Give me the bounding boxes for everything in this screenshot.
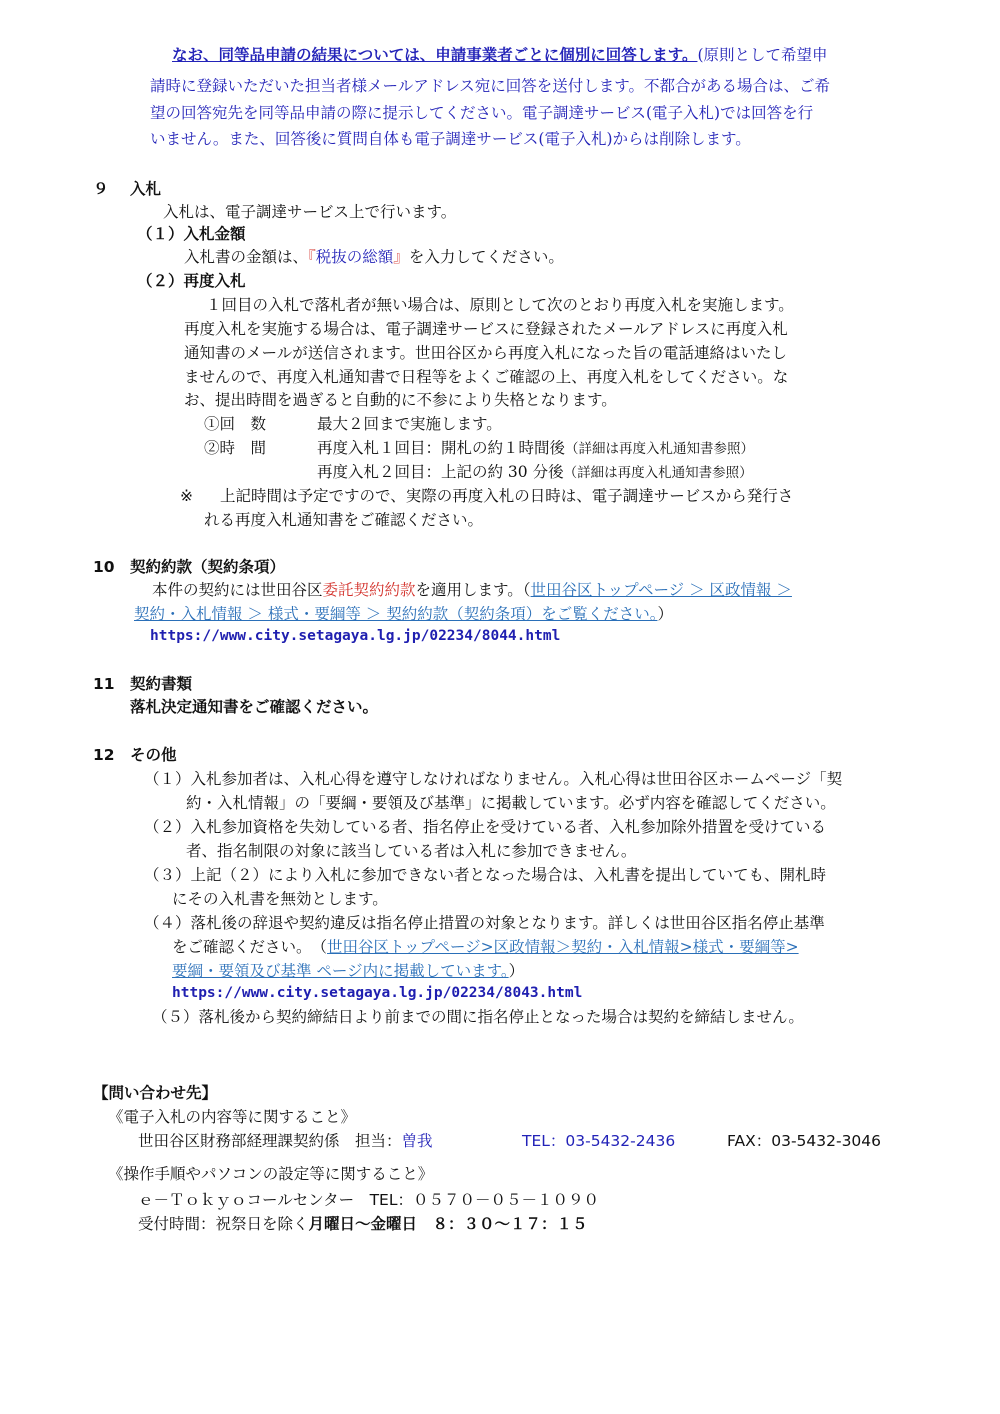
- item-2-note-1: （詳細は再度入札通知書参照）: [565, 441, 755, 457]
- sub1-emphasis: 税抜の総額: [315, 248, 394, 266]
- s12-item-3-line-2: にその入札書を無効とします。: [172, 890, 388, 908]
- item-2-line-1: [317, 437, 754, 460]
- item-2-label: ②時 間: [204, 439, 267, 457]
- item-2-text-1: 再度入札１回目：開札の約１時間後: [317, 439, 566, 457]
- contact-person: 曽我: [401, 1132, 433, 1150]
- intro-line-1: [172, 44, 828, 66]
- intro-line-3: 望の回答宛先を同等品申請の際に提示してください。電子調達サービス(電子入札)では回答を行: [150, 104, 814, 122]
- s12-item-4-line-2: [172, 936, 799, 958]
- section-9-sub1-text: [184, 246, 564, 268]
- intro-line-4: いません。また、回答後に質問自体も電子調達サービス(電子入札)からは削除します。: [150, 130, 751, 148]
- s10-link-1[interactable]: 世田谷区トップページ ＞ 区政情報 ＞: [530, 581, 792, 599]
- s12-item-4-pre: をご確認ください。 （: [172, 938, 328, 956]
- section-9-sub1-title: （１）入札金額: [137, 225, 246, 243]
- item-2-note-2: （詳細は再度入札通知書参照）: [563, 465, 753, 481]
- intro-bold-text: なお、同等品申請の結果については、申請事業者ごとに個別に回答します。: [172, 46, 698, 64]
- item-2-text-2: 再度入札２回目：上記の約 30 分後: [317, 463, 564, 481]
- section-9-sub2-line-1: １回目の入札で落札者が無い場合は、原則として次のとおり再度入札を実施します。: [206, 296, 794, 314]
- contact-sub-1: 《電子入札の内容等に関すること》: [108, 1108, 357, 1126]
- section-10-number: 10: [93, 558, 115, 576]
- section-11-title: 契約書類: [130, 675, 193, 693]
- s10-pre: 本件の契約には世田谷区: [152, 581, 323, 599]
- sub1-post: を入力してください。: [408, 248, 564, 266]
- s10-red-text: 委託契約約款: [322, 581, 416, 599]
- s10-post: を適用します。（: [415, 581, 531, 599]
- s12-item-4-link-2[interactable]: 要綱・要領及び基準 ページ内に掲載しています。: [172, 962, 509, 980]
- item-1-label: ①回 数: [204, 415, 267, 433]
- sub1-open-bracket: 『: [308, 248, 316, 266]
- item-2-line-2: [317, 461, 753, 484]
- contact-heading: 【問い合わせ先】: [93, 1084, 218, 1102]
- section-10-line-2: [134, 603, 673, 625]
- section-9-sub2-line-4: ませんので、再度入札通知書で日程等をよくご確認の上、再度入札をしてください。な: [184, 368, 789, 386]
- contact-hours-pre: 受付時間：祝祭日を除く: [138, 1215, 309, 1233]
- sub1-pre: 入札書の金額は、: [184, 248, 309, 266]
- section-9-sub2-line-2: 再度入札を実施する場合は、電子調達サービスに登録されたメールアドレスに再度入札: [184, 320, 788, 338]
- sub1-close-bracket: 』: [393, 248, 409, 266]
- s10-close: ）: [657, 605, 673, 623]
- section-12-title: その他: [130, 746, 177, 764]
- item-1-text: 最大２回まで実施します。: [317, 415, 502, 433]
- contact-center: ｅ－Ｔｏｋｙｏコールセンター TEL：０５７０－０５－１０９０: [138, 1191, 599, 1209]
- s12-item-1-line-2: 約・入札情報」の「要綱・要領及び基準」に掲載しています。必ず内容を確認してください。: [186, 794, 836, 812]
- s12-item-4-line-1: （４）落札後の辞退や契約違反は指名停止措置の対象となります。詳しくは世田谷区指名停止基準: [144, 914, 825, 932]
- section-9-number: ９: [93, 180, 109, 198]
- s12-item-4-close: ）: [508, 962, 525, 980]
- section-9-sub2-line-3: 通知書のメールが送信されます。世田谷区から再度入札になった旨の電話連絡はいたし: [184, 344, 787, 362]
- s12-item-2-line-2: 者、指名制限の対象に該当している者は入札に参加できません。: [186, 842, 637, 860]
- s12-item-4-line-3: [172, 960, 524, 982]
- contact-dept: 世田谷区財務部経理課契約係 担当：: [138, 1132, 402, 1150]
- section-11-number: 11: [93, 675, 115, 693]
- section-9-body: 入札は、電子調達サービス上で行います。: [163, 203, 457, 221]
- note-line-2: れる再度入札通知書をご確認ください。: [204, 511, 484, 529]
- s12-item-5: （５）落札後から契約締結日より前までの間に指名停止となった場合は契約を締結しません。: [152, 1008, 804, 1026]
- note-line-1: 上記時間は予定ですので、実際の再度入札の日時は、電子調達サービスから発行さ: [220, 487, 794, 505]
- contact-dept-line: [138, 1130, 433, 1152]
- note-mark: ※: [180, 487, 193, 505]
- contact-fax: FAX：03-5432-3046: [727, 1132, 882, 1150]
- contact-tel: TEL：03-5432-2436: [522, 1132, 676, 1150]
- section-9-sub2-line-5: お、提出時間を過ぎると自動的に不参により失格となります。: [184, 391, 617, 409]
- intro-line-1-rest: (原則として希望申: [697, 46, 828, 64]
- section-11-body: 落札決定通知書をご確認ください。: [130, 698, 379, 716]
- contact-hours-bold: 月曜日～金曜日 ８：３０～１７：１５: [308, 1215, 588, 1233]
- section-9-sub2-title: （２）再度入札: [137, 272, 246, 290]
- s12-item-1-line-1: （１）入札参加者は、入札心得を遵守しなければなりません。入札心得は世田谷区ホームページ「契: [144, 770, 843, 788]
- s10-url[interactable]: https://www.city.setagaya.lg.jp/02234/8044.html: [150, 628, 561, 644]
- section-10-line-1: [152, 579, 792, 601]
- contact-hours: [138, 1213, 588, 1235]
- contact-sub-2: 《操作手順やパソコンの設定等に関すること》: [108, 1165, 434, 1183]
- intro-line-2: 請時に登録いただいた担当者様メールアドレス宛に回答を送付します。不都合がある場合は、ご希: [150, 77, 830, 95]
- s12-item-4-url[interactable]: https://www.city.setagaya.lg.jp/02234/8043.html: [172, 985, 583, 1001]
- section-9-title: 入札: [130, 180, 162, 198]
- s10-link-2[interactable]: 契約・入札情報 ＞ 様式・要綱等 ＞ 契約約款（契約条項）をご覧ください。: [134, 605, 658, 623]
- s12-item-2-line-1: （２）入札参加資格を失効している者、指名停止を受けている者、入札参加除外措置を受けている: [144, 818, 827, 836]
- section-12-number: 12: [93, 746, 115, 764]
- section-10-title: 契約約款（契約条項）: [130, 558, 286, 576]
- s12-item-3-line-1: （３）上記（２）により入札に参加できない者となった場合は、入札書を提出していても、開札時: [144, 866, 827, 884]
- s12-item-4-link-1[interactable]: 世田谷区トップページ>区政情報＞契約・入札情報>様式・要綱等>: [327, 938, 799, 956]
